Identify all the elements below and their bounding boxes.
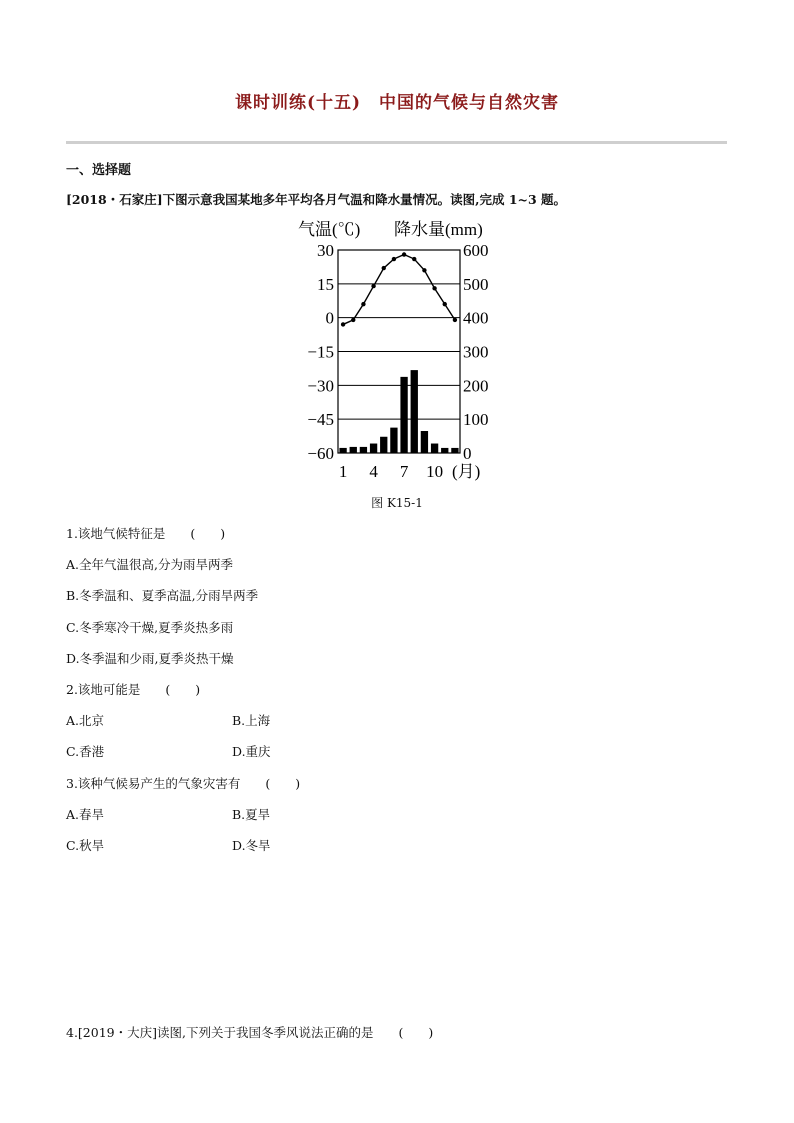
- page-title: 课时训练(十五) 中国的气候与自然灾害: [234, 93, 560, 113]
- precipitation-tick-label: 400: [463, 308, 489, 328]
- precipitation-tick-label: 0: [463, 444, 472, 463]
- temperature-point: [341, 322, 345, 326]
- precipitation-tick-label: 500: [463, 274, 489, 294]
- temperature-point: [412, 257, 416, 261]
- temperature-tick-label: −60: [307, 444, 334, 463]
- month-tick-label: 10: [426, 462, 444, 481]
- temperature-point: [361, 302, 365, 306]
- temperature-point: [453, 318, 457, 322]
- precipitation-bar: [370, 444, 377, 453]
- right-axis-label: 降水量(mm): [394, 220, 483, 239]
- precipitation-bar: [421, 431, 428, 453]
- question-1-option-d: D.冬季温和少雨,夏季炎热干燥: [66, 651, 234, 666]
- temperature-line: [343, 255, 455, 325]
- question-2-option-a: A.北京: [66, 713, 105, 728]
- question-2-stem: 2.该地可能是 ( ): [66, 682, 201, 697]
- question-1-stem: 1.该地气候特征是 ( ): [66, 526, 226, 541]
- precipitation-bar: [441, 448, 448, 453]
- month-tick-label: 4: [369, 462, 378, 481]
- temperature-tick-label: 15: [317, 274, 334, 294]
- temperature-tick-label: 0: [325, 308, 334, 328]
- precipitation-tick-label: 100: [463, 410, 489, 430]
- question-1-option-a: A.全年气温很高,分为雨旱两季: [66, 557, 233, 572]
- temperature-point: [371, 284, 375, 288]
- section-heading: 一、选择题: [66, 163, 132, 178]
- precipitation-bar: [360, 447, 367, 453]
- precipitation-tick-label: 600: [463, 241, 489, 260]
- question-2-option-c: C.香港: [66, 744, 105, 759]
- question-3-option-d: D.冬旱: [232, 838, 271, 853]
- temperature-point: [432, 286, 436, 290]
- precipitation-bar: [451, 448, 458, 453]
- question-4-stem: 4.[2019・大庆]读图,下列关于我国冬季风说法正确的是 ( ): [66, 1025, 434, 1040]
- precipitation-bar: [350, 447, 357, 453]
- question-intro: [2018・石家庄]下图示意我国某地多年平均各月气温和降水量情况。读图,完成 1~3 题。: [66, 192, 567, 207]
- precipitation-tick-label: 300: [463, 342, 489, 362]
- temperature-point: [443, 302, 447, 306]
- temperature-tick-label: −45: [307, 410, 334, 430]
- left-axis-label: 气温(℃): [298, 220, 361, 239]
- precipitation-bar: [390, 428, 397, 453]
- precipitation-bar: [411, 370, 418, 453]
- question-2-option-b: B.上海: [232, 713, 271, 728]
- temperature-point: [382, 266, 386, 270]
- question-3-option-a: A.春旱: [66, 807, 105, 822]
- question-2-option-d: D.重庆: [232, 744, 271, 759]
- precipitation-tick-label: 200: [463, 376, 489, 396]
- precipitation-bar: [339, 448, 346, 453]
- question-3-stem: 3.该种气候易产生的气象灾害有 ( ): [66, 776, 301, 791]
- climate-chart: [296, 212, 496, 484]
- month-tick-label: 1: [338, 462, 348, 481]
- figure-caption: 图 K15-1: [371, 496, 423, 510]
- precipitation-bar: [431, 444, 438, 453]
- question-1-option-b: B.冬季温和、夏季高温,分雨旱两季: [66, 588, 259, 603]
- month-tick-label: 7: [399, 462, 409, 481]
- title-divider: [66, 141, 727, 144]
- x-axis-label: (月): [452, 462, 481, 481]
- temperature-tick-label: −30: [307, 376, 334, 396]
- question-3-option-c: C.秋旱: [66, 838, 105, 853]
- precipitation-bar: [400, 377, 407, 453]
- temperature-tick-label: 30: [317, 241, 334, 260]
- question-3-option-b: B.夏旱: [232, 807, 271, 822]
- temperature-point: [351, 318, 355, 322]
- temperature-tick-label: −15: [307, 342, 334, 362]
- temperature-point: [392, 257, 396, 261]
- precipitation-bar: [380, 437, 387, 453]
- temperature-point: [422, 268, 426, 272]
- temperature-point: [402, 252, 406, 256]
- question-1-option-c: C.冬季寒冷干燥,夏季炎热多雨: [66, 620, 234, 635]
